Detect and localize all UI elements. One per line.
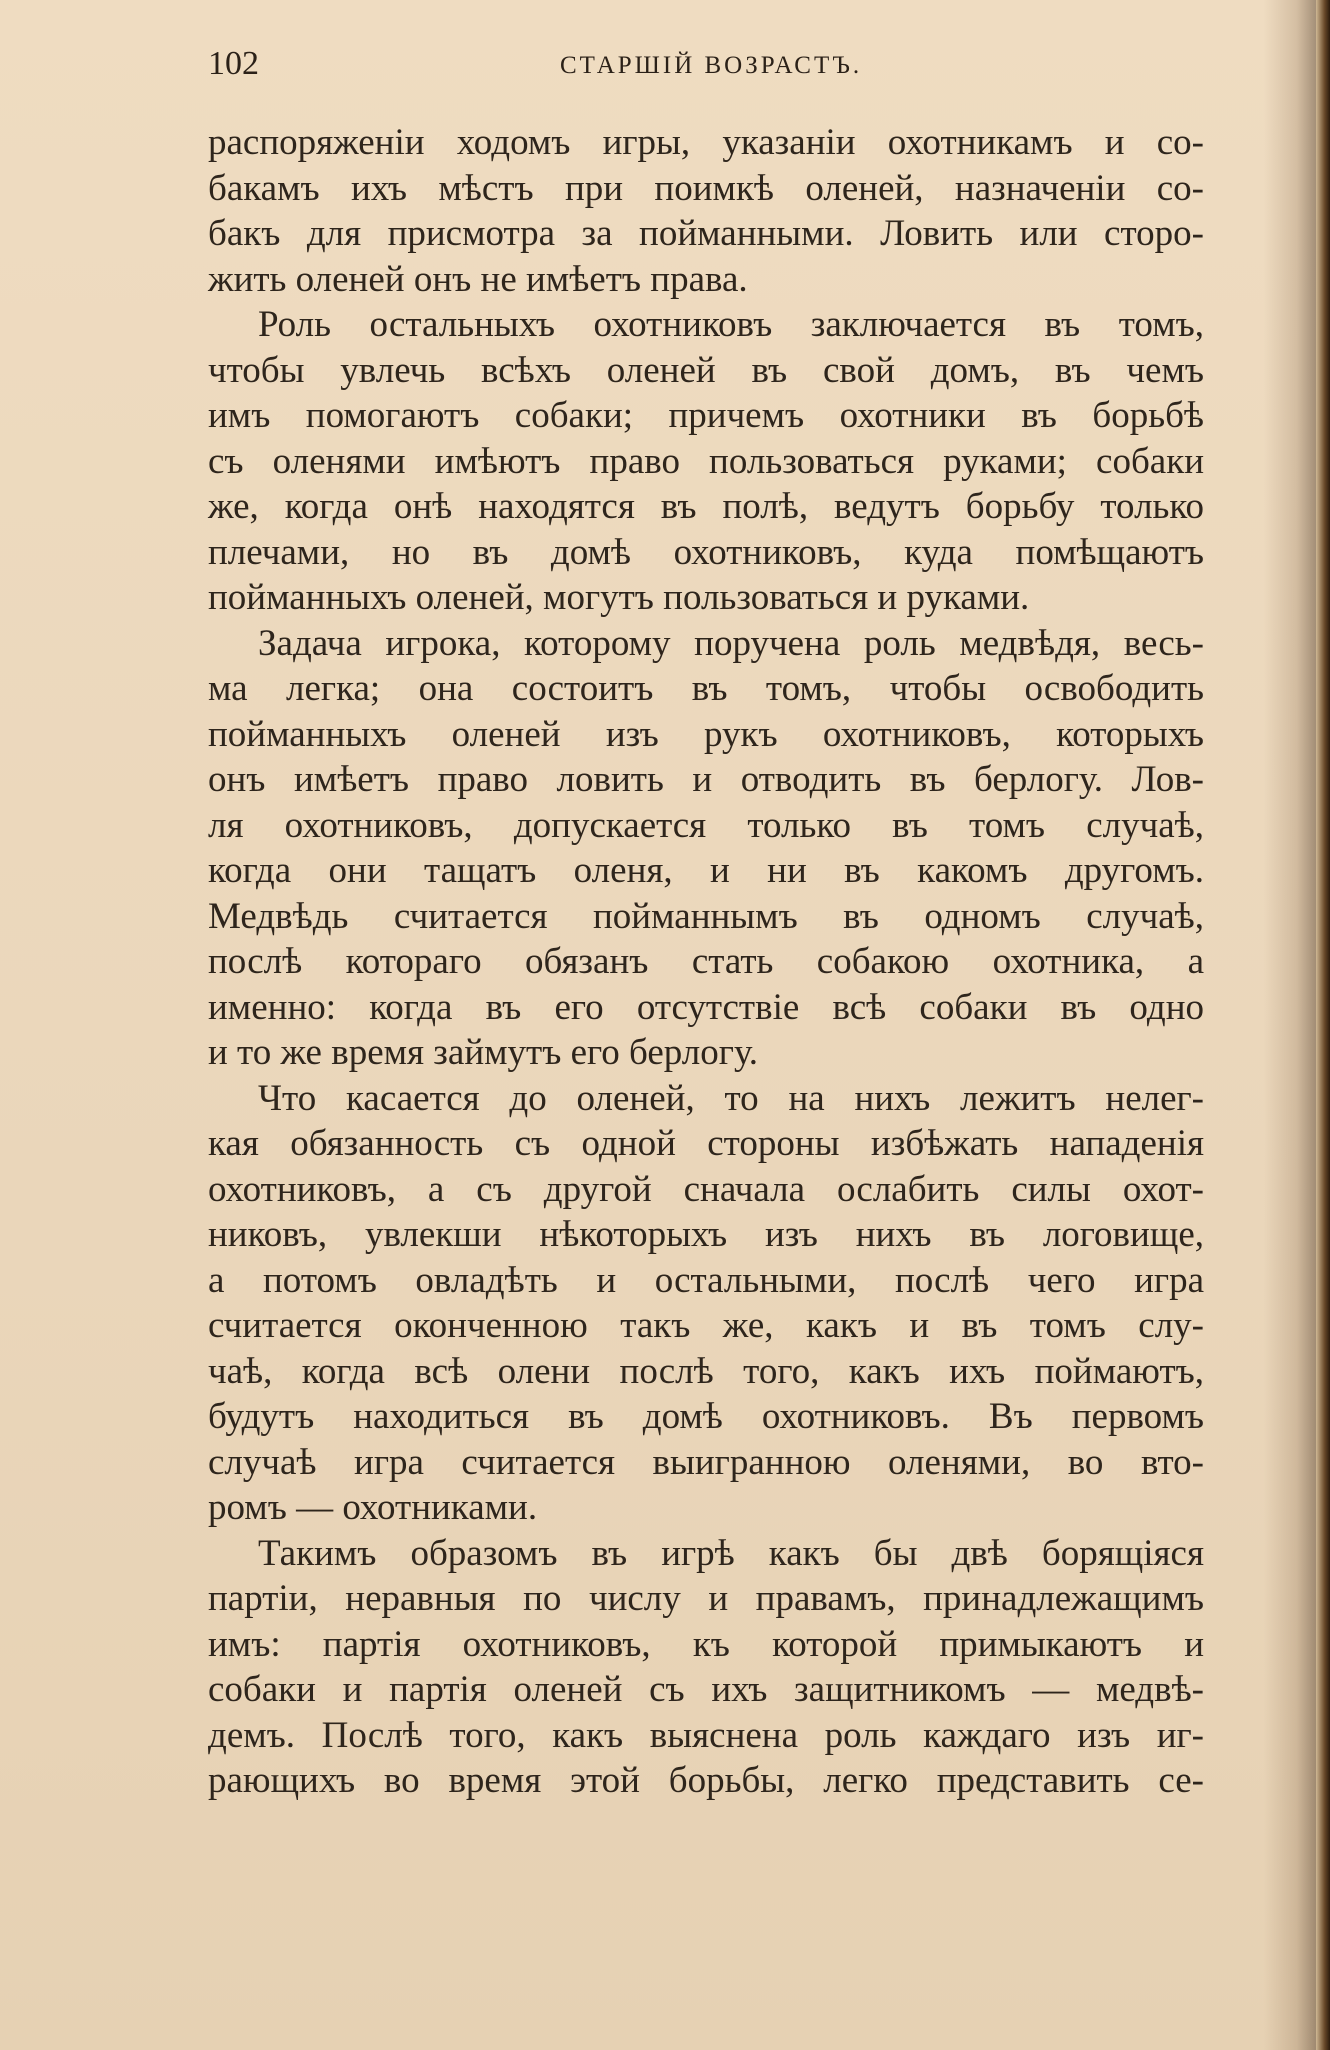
- text-line: имъ помогаютъ собаки; причемъ охотники въ борьбѣ: [208, 395, 1204, 436]
- text-line: партіи, неравныя по числу и правамъ, принадлежащимъ: [208, 1578, 1204, 1619]
- text-line: когда они тащатъ оленя, и ни въ какомъ другомъ.: [208, 850, 1204, 891]
- text-line: и то же время займутъ его берлогу.: [208, 1032, 758, 1073]
- text-line: охотниковъ, а съ другой сначала ослабить силы охот-: [208, 1168, 1204, 1210]
- text-line: никовъ, увлекши нѣкоторыхъ изъ нихъ въ логовище,: [208, 1214, 1204, 1255]
- text-line: же, когда онѣ находятся въ полѣ, ведутъ борьбу только: [208, 486, 1204, 527]
- text-line: пойманныхъ оленей изъ рукъ охотниковъ, которыхъ: [208, 713, 1204, 755]
- text-line: бакамъ ихъ мѣстъ при поимкѣ оленей, назначеніи со-: [208, 167, 1204, 209]
- text-line: имъ: партія охотниковъ, къ которой примыкаютъ и: [208, 1623, 1204, 1665]
- text-line: послѣ котораго обязанъ стать собакою охотника, а: [208, 941, 1204, 982]
- text-line: случаѣ игра считается выигранною оленями, во вто-: [208, 1441, 1204, 1483]
- paragraph-5: [208, 1531, 1204, 1804]
- text-line: Медвѣдь считается пойманнымъ въ одномъ случаѣ,: [208, 895, 1204, 937]
- text-line: жить оленей онъ не имѣетъ права.: [208, 258, 748, 300]
- text-line: именно: когда въ его отсутствіе всѣ собаки въ одно: [208, 986, 1204, 1028]
- text-line: бакъ для присмотра за пойманными. Ловить или сторо-: [208, 213, 1204, 254]
- text-line: ма легка; она состоитъ въ томъ, чтобы освободить: [208, 668, 1204, 709]
- text-line: распоряженіи ходомъ игры, указаніи охотникамъ и со-: [208, 122, 1204, 163]
- text-line: будутъ находиться въ домѣ охотниковъ. Въ первомъ: [208, 1396, 1204, 1437]
- paragraph-2: [208, 302, 1204, 621]
- text-line: Роль остальныхъ охотниковъ заключается въ томъ,: [258, 304, 1204, 345]
- text-line: онъ имѣетъ право ловить и отводить въ берлогу. Лов-: [208, 759, 1204, 800]
- text-line: считается оконченною такъ же, какъ и въ томъ слу-: [208, 1305, 1204, 1346]
- text-line: чаѣ, когда всѣ олени послѣ того, какъ ихъ поймаютъ,: [208, 1350, 1204, 1392]
- text-line: чтобы увлечь всѣхъ оленей въ свой домъ, въ чемъ: [208, 349, 1204, 391]
- paragraph-3: [208, 621, 1204, 1076]
- paragraph-4: [208, 1076, 1204, 1531]
- page-header: [208, 42, 1208, 86]
- text-line: съ оленями имѣютъ право пользоваться руками; собаки: [208, 440, 1204, 482]
- page-number: 102: [208, 45, 259, 82]
- text-line: демъ. Послѣ того, какъ выяснена роль каждаго изъ иг-: [208, 1714, 1204, 1756]
- text-line: ромъ — охотниками.: [208, 1487, 538, 1528]
- text-line: Что касается до оленей, то на нихъ лежитъ нелег-: [258, 1077, 1204, 1119]
- page-edge-shadow: [1316, 0, 1330, 2050]
- text-line: а потомъ овладѣть и остальными, послѣ чего игра: [208, 1259, 1204, 1301]
- text-line: рающихъ во время этой борьбы, легко представить се-: [208, 1760, 1204, 1801]
- text-line: ля охотниковъ, допускается только въ томъ случаѣ,: [208, 804, 1204, 846]
- text-line: кая обязанность съ одной стороны избѣжать нападенія: [208, 1123, 1204, 1164]
- text-line: плечами, но въ домѣ охотниковъ, куда помѣщаютъ: [208, 531, 1204, 573]
- running-head: СТАРШІЙ ВОЗРАСТЪ.: [560, 52, 863, 79]
- text-line: Такимъ образомъ въ игрѣ какъ бы двѣ борящіяся: [258, 1532, 1204, 1574]
- text-line: пойманныхъ оленей, могутъ пользоваться и руками.: [208, 577, 1030, 618]
- body-text: [208, 120, 1204, 1804]
- text-line: собаки и партія оленей съ ихъ защитникомъ — медвѣ-: [208, 1669, 1204, 1710]
- paragraph-1: [208, 120, 1204, 302]
- text-line: Задача игрока, которому поручена роль медвѣдя, весь-: [258, 622, 1204, 664]
